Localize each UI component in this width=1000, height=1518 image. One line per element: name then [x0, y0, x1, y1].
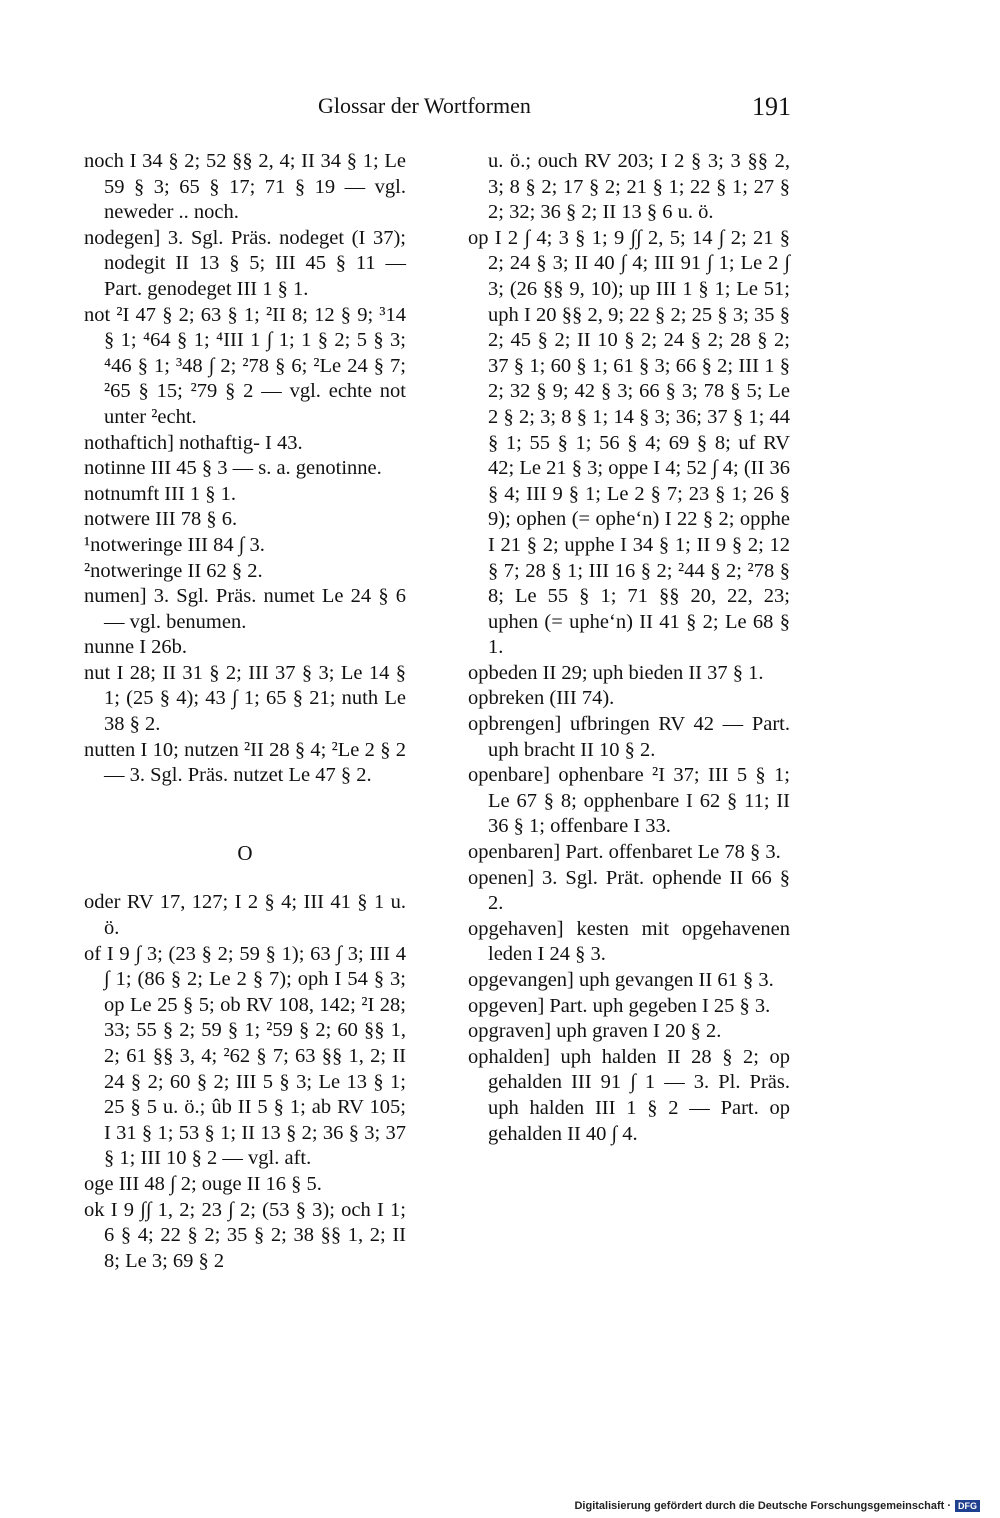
funding-note: Digitalisierung gefördert durch die Deutsche Forschungsgemeinschaft · — [574, 1500, 951, 1512]
glossary-entry: of I 9 ∫ 3; (23 § 2; 59 § 1); 63 ∫ 3; III 4 ∫ 1; (86 § 2; Le 2 § 7); oph I 54 § 3; op Le 25 § 5; ob RV 108, 142; ²I 28; 33; 55 § 2; 59 § 1; ²59 § 2; 60 §§ 1, 2; 61 §§ 3, 4; ²62 § 7; 63 §§ 1, 2; II 24 § 2; 60 § 2; III 5 § 3; Le 13 § 1; 25 § 5 u. ö.; ûb II 5 § 1; ab RV 105; I 31 § 1; 53 § 1; II 13 § 2; 36 § 3; 37 § 1; III 10 § 2 — vgl. aft. — [84, 942, 406, 1170]
section-letter: O — [237, 840, 253, 865]
glossary-entry: nothaftich] nothaftig- I 43. — [84, 431, 303, 454]
footer — [574, 1500, 980, 1512]
glossary-entry: noch I 34 § 2; 52 §§ 2, 4; II 34 § 1; Le 59 § 3; 65 § 17; 71 § 19 — vgl. neweder .. noch. — [84, 150, 406, 224]
glossary-entry: opgevangen] uph gevangen II 61 § 3. — [468, 969, 774, 991]
glossary-entry: nunne I 26b. — [84, 636, 188, 659]
glossary-entry: nodegen] 3. Sgl. Präs. nodeget (I 37); nodegit II 13 § 5; III 45 § 11 — Part. genodeget III 1 § 1. — [84, 226, 406, 300]
glossary-entry: opbrengen] ufbringen RV 42 — Part. uph bracht II 10 § 2. — [468, 713, 790, 761]
glossary-entry: opbreken (III 74). — [468, 687, 615, 710]
glossary-entry: notinne III 45 § 3 — s. a. genotinne. — [84, 457, 382, 480]
glossary-entry: opgeven] Part. uph gegeben I 25 § 3. — [468, 994, 771, 1017]
running-title: Glossar der Wortformen — [318, 93, 531, 118]
glossary-entry: opgraven] uph graven I 20 § 2. — [468, 1020, 722, 1043]
left-column — [84, 149, 406, 1274]
dfg-logo: DFG — [955, 1500, 980, 1512]
glossary-entry: opbeden II 29; uph bieden II 37 § 1. — [468, 661, 764, 684]
glossary-entry: notwere III 78 § 6. — [84, 508, 238, 531]
page-number: 191 — [752, 92, 791, 121]
glossary-entry: nutten I 10; nutzen ²II 28 § 4; ²Le 2 § 2 — 3. Sgl. Präs. nutzet Le 47 § 2. — [84, 738, 406, 787]
glossary-entry: numen] 3. Sgl. Präs. numet Le 24 § 6 — vgl. benumen. — [84, 585, 406, 633]
glossary-entry: oge III 48 ∫ 2; ouge II 16 § 5. — [84, 1172, 322, 1195]
glossary-entry: openbaren] Part. offenbaret Le 78 § 3. — [468, 841, 781, 864]
glossary-entry: oder RV 17, 127; I 2 § 4; III 41 § 1 u. ö. — [84, 891, 406, 940]
glossary-entry: nut I 28; II 31 § 2; III 37 § 3; Le 14 § 1; (25 § 4); 43 ∫ 1; 65 § 21; nuth Le 38 § 2. — [84, 661, 406, 736]
glossary-entry: notnumft III 1 § 1. — [84, 482, 237, 505]
glossary-entry: op I 2 ∫ 4; 3 § 1; 9 ∫∫ 2, 5; 14 ∫ 2; 21 § 2; 24 § 3; II 40 ∫ 4; III 91 ∫ 1; Le 2 ∫ 3; (26 §§ 9, 10); up III 1 § 1; Le 51; uph I 20 §§ 2, 9; 22 § 2; 25 § 3; 35 § 2; 45 § 2; II 10 § 2; 24 § 2; 28 § 2; 37 § 1; 60 § 1; 61 § 3; 66 § 2; III 1 § 2; 32 § 9; 42 § 3; 66 § 3; 78 § 5; Le 2 § 2; 3; 8 § 1; 14 § 3; 36; 37 § 1; 44 § 1; 55 § 1; 56 § 4; 69 § 8; uf RV 42; Le 21 § 3; oppe I 4; 52 ∫ 4; (II 36 § 4; III 9 § 1; Le 2 § 7; 23 § 1; 26 § 9); ophen (= ophe‘n) I 22 § 2; opphe I 21 § 2; upphe I 34 § 1; II 9 § 2; 12 § 7; 28 § 1; III 16 § 2; ²44 § 2; ²78 § 8; Le 55 § 1; 71 §§ 20, 22, 23; uphen (= uphe‘n) II 41 § 2; Le 68 § 1. — [468, 226, 790, 659]
glossary-entry: ²notweringe II 62 § 2. — [84, 559, 263, 582]
continued-entry: u. ö.; ouch RV 203; I 2 § 3; 3 §§ 2, 3; 8 § 2; 17 § 2; 21 § 1; 22 § 1; 27 § 2; 32; 36 § 2; II 13 § 6 u. ö. — [488, 150, 790, 224]
glossary-entry: ok I 9 ∫∫ 1, 2; 23 ∫ 2; (53 § 3); och I 1; 6 § 4; 22 § 2; 35 § 2; 38 §§ 1, 2; II 8; Le 3; 69 § 2 — [84, 1198, 406, 1272]
right-column — [468, 149, 790, 1147]
glossary-entry: ¹notweringe III 84 ∫ 3. — [84, 533, 265, 556]
glossary-entry: not ²I 47 § 2; 63 § 1; ²II 8; 12 § 9; ³14 § 1; ⁴64 § 1; ⁴III 1 ∫ 1; 1 § 2; 5 § 3; ⁴46 § 1; ³48 ∫ 2; ²78 § 6; ²Le 24 § 7; ²65 § 15; ²79 § 2 — vgl. echte not unter ²echt. — [84, 303, 406, 428]
glossary-entry: openbare] ophenbare ²I 37; III 5 § 1; Le 67 § 8; opphenbare I 62 § 11; II 36 § 1; offenbare I 33. — [468, 764, 790, 838]
glossary-entry: ophalden] uph halden II 28 § 2; op gehalden III 91 ∫ 1 — 3. Pl. Präs. uph halden III 1 § 2 — Part. op gehalden II 40 ∫ 4. — [468, 1045, 790, 1145]
glossary-entry: opgehaven] kesten mit opgehavenen leden I 24 § 3. — [468, 917, 790, 966]
glossary-entry: openen] 3. Sgl. Prät. ophende II 66 § 2. — [468, 866, 790, 915]
